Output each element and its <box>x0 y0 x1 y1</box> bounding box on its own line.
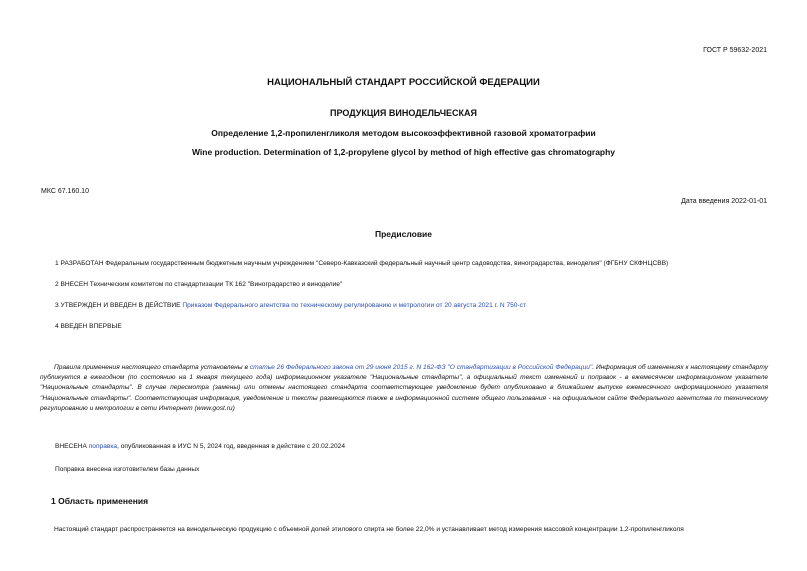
rules-text-start: Правила применения настоящего стандарта установлены в <box>54 364 250 371</box>
title-english: Wine production. Determination of 1,2-propylene glycol by method of high effective gas chromatography <box>191 147 616 157</box>
amendment-prefix: ВНЕСЕНА <box>55 443 89 450</box>
standard-heading: НАЦИОНАЛЬНЫЙ СТАНДАРТ РОССИЙСКОЙ ФЕДЕРАЦИИ <box>267 77 540 88</box>
title-russian: Определение 1,2-пропиленгликоля методом высокоэффективной газовой хроматографии <box>211 128 596 138</box>
document-code: ГОСТ Р 59632-2021 <box>703 47 767 54</box>
preface-item-submitted: 2 ВНЕСЕН Техническим комитетом по стандартизации ТК 162 "Виноградарство и виноделие" <box>55 281 343 288</box>
amendment-line <box>55 443 345 450</box>
rules-paragraph <box>40 363 768 414</box>
preface-item-developed: 1 РАЗРАБОТАН Федеральным государственным бюджетным научным учреждением "Северо-Кавказский федеральный научный центр садоводства, виноградарства, виноделия" (ФГБНУ СКФНЦСВВ) <box>55 260 669 267</box>
mks-code: МКС 67.160.10 <box>41 188 89 195</box>
preface-title: Предисловие <box>374 229 433 239</box>
scope-paragraph: Настоящий стандарт распространяется на винодельческую продукцию с объемной долей этилового спирта не более 22,0% и устанавливает метод измерения массовой концентрации 1,2-пропиленгликоля <box>54 526 684 533</box>
amendment-note: Поправка внесена изготовителем базы данных <box>55 466 200 473</box>
product-heading: ПРОДУКЦИЯ ВИНОДЕЛЬЧЕСКАЯ <box>329 108 478 118</box>
amendment-link[interactable]: поправка <box>88 443 118 450</box>
order-link[interactable]: Приказом Федерального агентства по техническому регулированию и метрологии от 20 августа 2021 г. N 750-ст <box>182 302 526 309</box>
preface-item-first-introduced: 4 ВВЕДЕН ВПЕРВЫЕ <box>55 323 122 330</box>
section-title-scope: 1 Область применения <box>51 496 149 506</box>
approved-label: 3 УТВЕРЖДЕН И ВВЕДЕН В ДЕЙСТВИЕ <box>55 302 183 309</box>
amendment-suffix: , опубликованная в ИУС N 5, 2024 год, введенная в действие с 20.02.2024 <box>117 443 345 450</box>
rules-text-rest: . Информация об изменениях к настоящему стандарту публикуется в ежегодном (по состоянию на 1 января текущего года) информационном указателе "Национальные стандарты", а официальный текст изменений и поправок - в ежемесячном информационном указателе "Национальные стандарты". В случае пересмотра (замены) или отмены настоящего стандарта соответствующее уведомление будет опубликовано в ближайшем выпуске ежемесячного информационного указателя "Национальные стандарты". Соответствующая информация, уведомление и тексты размещаются также в информационной системе общего пользования - на официальном сайте Федерального агентства по техническому регулированию и метрологии в сети Интернет (www.gost.ru) <box>40 364 768 412</box>
preface-item-approved <box>55 302 526 309</box>
introduction-date: Дата введения 2022-01-01 <box>681 198 767 205</box>
federal-law-link[interactable]: статье 26 Федерального закона от 29 июня 2015 г. N 162-ФЗ "О стандартизации в Российской Федерации" <box>249 364 593 371</box>
